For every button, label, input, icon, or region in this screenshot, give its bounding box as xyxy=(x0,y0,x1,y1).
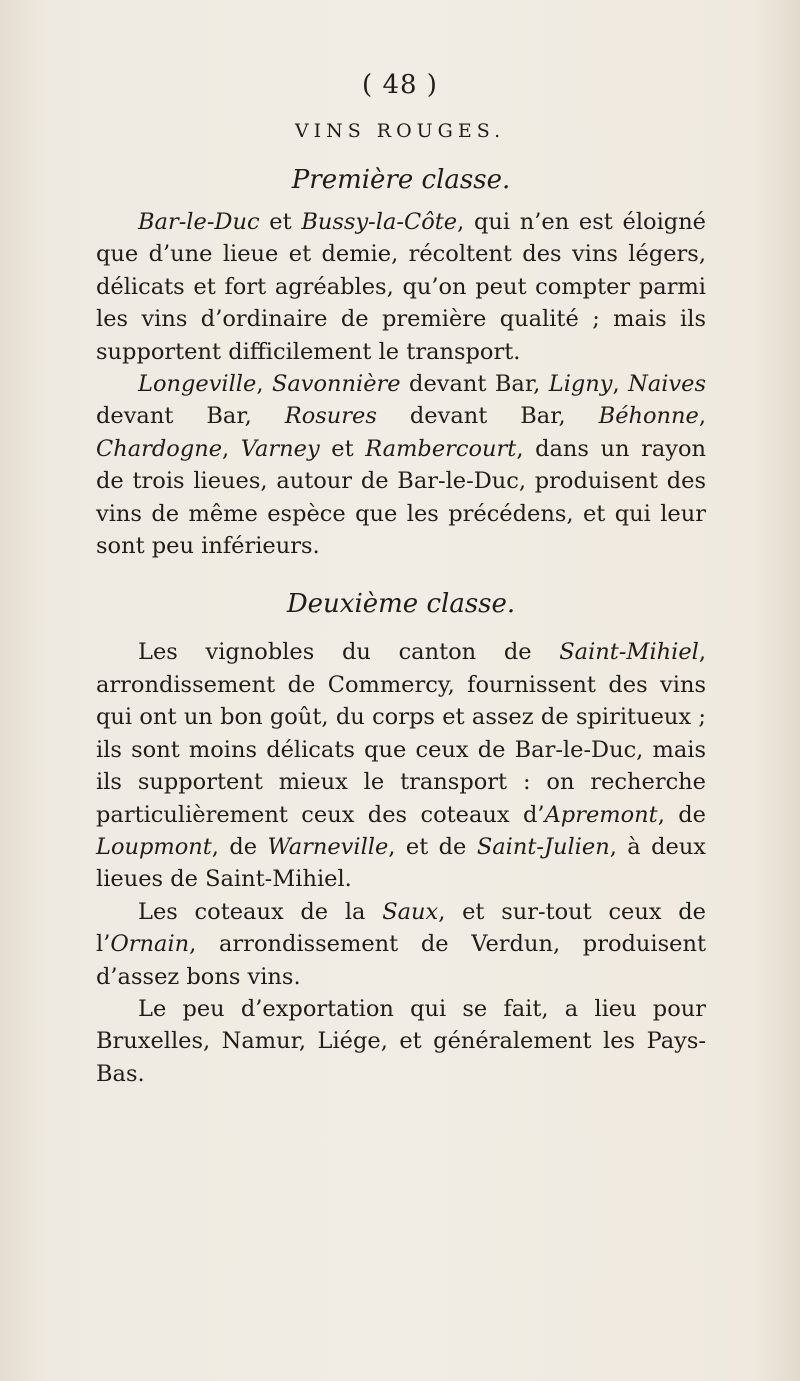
text-run: , à deux lieues de Saint-Mihiel. xyxy=(96,833,707,893)
text-run: , dans un rayon de trois lieues, autour de Bar-le-Duc, produisent des vins de même espèce que les précédens, et qui leur sont peu inférieurs. xyxy=(96,435,706,560)
place-name: Rosures xyxy=(284,403,377,430)
place-name: Saint-Mihiel xyxy=(559,639,699,666)
place-name: Warneville xyxy=(267,833,389,860)
text-run: et xyxy=(319,435,366,462)
text-run: , xyxy=(612,371,629,398)
paragraph-saint-mihiel xyxy=(96,636,706,895)
place-name: Loupmont xyxy=(96,833,212,860)
text-run: , arrondissement de Verdun, produisent d’assez bons vins. xyxy=(96,931,706,990)
place-name: Saux xyxy=(382,898,439,925)
place-name: Saint-Julien xyxy=(476,833,610,860)
place-name: Béhonne xyxy=(598,403,699,430)
text-run: , de xyxy=(211,833,268,860)
page-number: ( 48 ) xyxy=(362,70,438,100)
text-run: , xyxy=(222,435,241,462)
place-name: Longeville xyxy=(138,371,257,398)
place-name: Varney xyxy=(240,435,320,462)
text-run: , et sur-tout ceux de l’ xyxy=(96,898,706,958)
place-name: Rambercourt xyxy=(365,435,517,462)
text-run: devant Bar, xyxy=(376,403,599,430)
running-head: VINS ROUGES. xyxy=(294,120,506,142)
place-name: Apremont xyxy=(544,801,658,828)
place-name: Bar-le-Duc xyxy=(138,209,260,235)
place-name: Ligny xyxy=(548,371,613,398)
text-run: devant Bar, xyxy=(96,403,285,430)
body-text xyxy=(96,160,706,1090)
text-run: , et de xyxy=(388,833,477,860)
section-heading-deuxieme-classe: Deuxième classe. xyxy=(286,589,516,620)
text-run: , de xyxy=(657,801,706,828)
paragraph-longeville xyxy=(96,368,706,562)
text-run: Le peu d’exportation qui se fait, a lieu pour Bruxelles, Namur, Liége, et généralement les Pays-Bas. xyxy=(96,995,706,1087)
text-run: Les vignobles du canton de xyxy=(138,639,560,666)
section-heading-premiere-classe: Première classe. xyxy=(291,165,511,195)
text-run: et xyxy=(259,209,302,235)
text-run: devant Bar, xyxy=(400,371,549,398)
place-name: Ornain xyxy=(110,931,190,958)
text-run: , qui n’en est éloigné que d’une lieue et demie, récoltent des vins légers, délicats et fort agréables, qu’on peut compter parmi les vins d’ordinaire de première qualité ; mais ils supportent difficilement le transport. xyxy=(96,209,706,365)
paragraph-saux xyxy=(96,896,706,993)
text-run: , xyxy=(256,371,272,398)
text-run: Les coteaux de la xyxy=(138,898,383,925)
place-name: Savonnière xyxy=(271,371,401,398)
paragraph-bar-le-duc xyxy=(96,206,706,368)
place-name: Bussy-la-Côte xyxy=(301,209,458,235)
text-run: , xyxy=(698,403,706,430)
place-name: Chardogne xyxy=(96,435,223,462)
place-name: Naives xyxy=(628,371,706,398)
text-run: , arrondissement de Commercy, fournissent des vins qui ont un bon goût, du corps et assez de spiritueux ; ils sont moins délicats que ceux de Bar-le-Duc, mais ils supportent mieux le transport : on recherche particulièrement ceux des coteaux d’ xyxy=(96,639,706,828)
paragraph-exportation xyxy=(96,993,706,1090)
